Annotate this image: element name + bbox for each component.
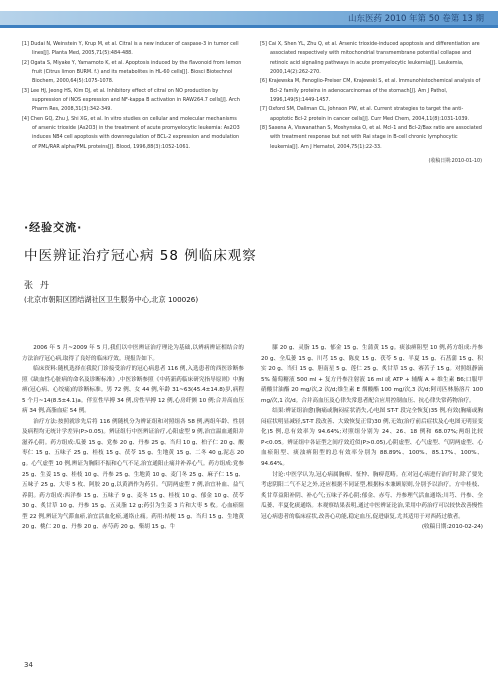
body-paragraph: 结果:辨证组治愈(胸痛或胸闷症状消失,心电图 ST-T 段完全恢复)35 例,有效(胸痛或胸闷症状明显减轻,ST-T 段改善、大致恢复正常)30 例,无效(治疗前后症状及心电图无明显变化)5 例,总有效率为 94.64%;对照组分别为 24、26、18 例和 68.07%;两组比较 P<0.05。辨证组中各证型之间疗效近似(P>0.05),心阴虚型、心气虚型、气阴两虚型、心血瘀阻型、痰浊痹阻型的总有效率分别为 88.89%、100%、85.17%、100%、94.64%。 — [261, 408, 483, 468]
body-column-right — [261, 343, 483, 533]
body-paragraph: 2006 年 5 月~2009 年 5 月,我们以中医辨证治疗理论为基础,以辨病辨证相结合的方法治疗冠心病,取得了良好的临床疗效。现报告如下。 — [22, 345, 244, 362]
received-date: (收稿日期:2010-02-24) — [421, 524, 483, 531]
reference-item: [8] Saxena A, Viswanathan S, Moshynska O, et al. Mcl-1 and Bcl-2/Bax ratio are associated with treatment response but not with Rai stage in B-cell chronic lymphocytic leukemia[J]. Am J Hematol, 2004,75(1):22-33. — [260, 125, 482, 150]
reference-item: [2] Ogata S, Miyake Y, Yamamoto K, et al. Apoptosis induced by the flavonoid from lemon fruit (Citrus limon BURM. f.) and its metabolites in HL-60 cells[J]. Biosci Biotechnol Biochem, 2000,64(5):1075-1078. — [22, 59, 242, 85]
body-paragraph: 临床资料:随机选择在我院门诊接受治疗的冠心病患者 116 例,入选患者的西医诊断参照《缺血性心脏病的命名及诊断标准》,中医诊断参照《中药新药临床研究指导原则》中胸痹(冠心病、心绞痛)的诊断标准。男 72 例、女 44 例,年龄 31~63(45.4±14.8)岁,病程 5 个月~14(8.5±4.1)a。伴室性早搏 34 例,房性早搏 12 例,心房纤颤 10 例;合并高血压病 34 例,高脂血症 54 例。 — [22, 366, 244, 415]
section-label: ·经验交流· — [24, 221, 83, 234]
reference-item: [6] Krajewska M, Fenoglio-Preiser CM, Krajewski S, et al. Immunohistochemical analysis of Bcl-2 family proteins in adenocarcinomas of the stomach[J]. Am J Pathol, 1996,149(5):1449-1457. — [260, 78, 481, 104]
reference-item: [4] Chen GQ, Zhu J, Shi XG, et al. In vitro studies on cellular and molecular mechanisms of arsenic trioxide (As2O3) in the treatment of acute promyelocytic leukemia: As2O3 induces NB4 cell apoptosis with downregulation of BCL-2 expression and modulation of PML/RAR alpha/PML proteins[J]. Blood, 1996,88(3):1052-1061. — [22, 115, 240, 150]
journal-header — [0, 0, 498, 30]
reference-item: [3] Lee HJ, Jeong HS, Kim DJ, et al. Inhibitory effect of citral on NO production by suppression of iNOS expression and NF-kappa B activation in RAW264.7 cells[J]. Arch Pharm Res, 2008,31(3):342-349. — [22, 87, 240, 113]
received-date: (收稿日期:2010-01-10) — [428, 158, 482, 165]
article-title: 中医辨证治疗冠心病 58 例临床观察 — [24, 248, 257, 264]
header-rule — [0, 25, 498, 28]
reference-list-left — [22, 40, 242, 152]
page-number: 34 — [24, 661, 33, 669]
article-author: 张 丹 — [24, 281, 51, 291]
body-paragraph: 讨论:中医学认为,冠心病属胸痹、怔忡、胸痹范畴。在对冠心病进行治疗时,除了要先考虑阴阳二气不足之外,还应根据不同证型,根据标本兼顾原则,分别予以治疗。方中桂枝、炙甘草益阳补阴、补心气;五味子养心阴;郁金、赤芍、丹参理气活血通络;川芎、丹参、全瓜蒌、半夏化痰通络。本观察结果表明,通过中医辨证论治,采用中药治疗可以较快改善慢性冠心病患者的临床症状,改善心功能,稳定血压,促进康复,尤其适用于对西药过敏者。 — [261, 471, 483, 520]
body-column-left — [22, 343, 244, 533]
reference-item: [5] Cai X, Shen YL, Zhu Q, et al. Arsenic trioxide-induced apoptosis and differentiation are associated respectively with mitochondrial transmembrane potential collapse and retinoic acid signaling pathways in acute promyelocytic leukemia[J]. Leukemia, 2000,14(2):262-270. — [260, 41, 480, 76]
article-affiliation: (北京市朝阳区团结湖社区卫生服务中心,北京 100026) — [24, 295, 199, 304]
body-paragraph: 治疗方法:按照就诊先后将 116 例随机分为辨证组和对照组各 58 例,两组年龄、性别及病程均无统计学差异(P>0.05)。辨证组行中医辨证治疗,心阳虚型 9 例,治宜温血通阳并滋养心阴。药方组成:瓜蒌 15 g、党参 20 g、丹参 25 g、当归 10 g、柏子仁 20 g、酸枣仁 15 g、五味子 25 g、桂枝 15 g、茯苓 15 g、生地黄 15 g、二冬 40 g,泥志 20 g。心气虚型 10 例,辨证为胸阳不振和心气不足,治宜通阳止痛并补养心气。药方组成:党参 25 g、生姜 15 g、桂枝 10 g、丹参 25 g、生地黄 10 g、麦门冬 25 g、麻子仁 15 g、五味子 25 g、大枣 5 枚、阿胶 20 g,以黄酒作为药引。气阴两虚型 7 例,治宜补血、益气养阴。药方组成:西洋参 15 g、五味子 9 g、麦冬 15 g、桂枝 10 g、郁金 10 g、茯苓 30 g、炙甘草 10 g、丹参 15 g、五灵脂 12 g;药引为生姜 3 片和大枣 5 枚。心血瘀阻型 22 例,辨证为气滞血瘀,治宜活血化瘀,通络止痛。药用:桔梗 15 g、当归 15 g、生地黄 20 g、桃仁 20 g、丹参 20 g、赤芍药 20 g、柴胡 15 g、牛 — [22, 418, 244, 531]
body-paragraph: 膝 20 g、灵脂 15 g、郁金 15 g、生蒲黄 15 g。痰浊痹阻型 10 例,药方组成:丹参 20 g、全瓜蒌 15 g、川芎 15 g、陈皮 15 g、茯苓 5 g、半夏 15 g、石菖蒲 15 g、积实 20 g、当归 15 g、胆南星 5 g、莲仁 25 g、炙甘草 15 g、赛苦子 15 g。对照组静滴 5% 葡萄糖液 500 ml + 复方丹参注射液 16 ml 或 ATP + 辅酶 A + 维生素 B6;口服甲硝酸甘油酯 20 mg/次,2 次/d;维生素 E 烟酸酯 100 mg/次,3 次/d;阿司匹林肠溶片 100 mg/次,1 次/d。合并高血压及心律失常患者配合应用控制血压、抗心律失常药物治疗。 — [261, 345, 483, 404]
reference-list-right — [260, 40, 482, 171]
journal-title: 山东医药 2010 年第 50 卷第 13 期 — [348, 14, 484, 24]
reference-item: [7] Oxford SM, Dallman CL, Johnson PW, et al. Current strategies to target the anti-apoptotic Bcl-2 protein in cancer cells[J]. Curr Med Chem, 2004,11(8):1031-1039. — [260, 106, 470, 122]
reference-item: [1] Dudai N, Weinstein Y, Krup M, et al. Citral is a new inducer of caspase-3 in tumor cell lines[J]. Planta Med, 2005,71(5):484-488. — [22, 41, 239, 57]
